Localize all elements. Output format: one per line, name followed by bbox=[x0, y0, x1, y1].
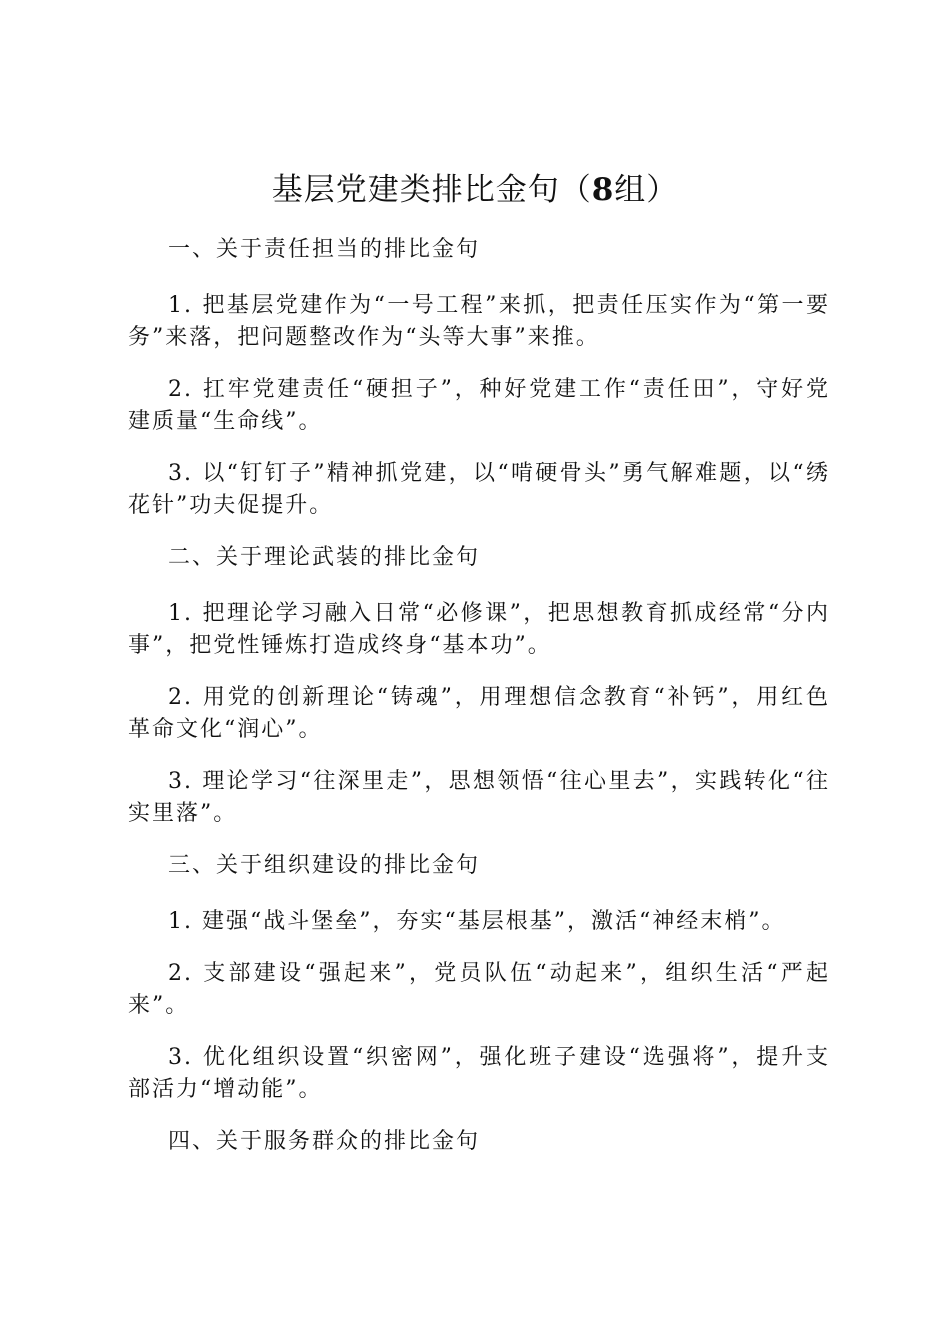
title-suffix: 组） bbox=[614, 172, 679, 208]
section-3-item-2: 2. 支部建设“强起来”，党员队伍“动起来”，组织生活“严起来”。 bbox=[128, 961, 830, 1018]
section-heading-3: 三、关于组织建设的排比金句 bbox=[168, 853, 481, 878]
section-3-item-3: 3. 优化组织设置“织密网”，强化班子建设“选强将”，提升支部活力“增动能”。 bbox=[128, 1045, 830, 1102]
title-number: 8 bbox=[591, 172, 615, 208]
section-heading-1: 一、关于责任担当的排比金句 bbox=[168, 237, 481, 262]
section-2-item-1: 1. 把理论学习融入日常“必修课”，把思想教育抓成经常“分内事”，把党性锤炼打造成终身“基本功”。 bbox=[128, 601, 830, 658]
title-prefix: 基层党建类排比金句（ bbox=[271, 172, 592, 208]
document-body bbox=[128, 234, 830, 1182]
section-2-item-3: 3. 理论学习“往深里走”，思想领悟“往心里去”，实践转化“往实里落”。 bbox=[128, 769, 830, 826]
section-heading-4: 四、关于服务群众的排比金句 bbox=[168, 1129, 481, 1154]
section-2-item-2: 2. 用党的创新理论“铸魂”，用理想信念教育“补钙”，用红色革命文化“润心”。 bbox=[128, 685, 830, 742]
section-heading-2: 二、关于理论武装的排比金句 bbox=[168, 545, 481, 570]
section-3-item-1: 1. 建强“战斗堡垒”，夯实“基层根基”，激活“神经末梢”。 bbox=[168, 909, 786, 934]
document-title bbox=[0, 168, 950, 212]
section-1-item-1: 1. 把基层党建作为“一号工程”来抓，把责任压实作为“第一要务”来落，把问题整改作为“头等大事”来推。 bbox=[128, 293, 830, 350]
section-1-item-2: 2. 扛牢党建责任“硬担子”，种好党建工作“责任田”，守好党建质量“生命线”。 bbox=[128, 377, 830, 434]
section-1-item-3: 3. 以“钉钉子”精神抓党建，以“啃硬骨头”勇气解难题，以“绣花针”功夫促提升。 bbox=[128, 461, 830, 518]
